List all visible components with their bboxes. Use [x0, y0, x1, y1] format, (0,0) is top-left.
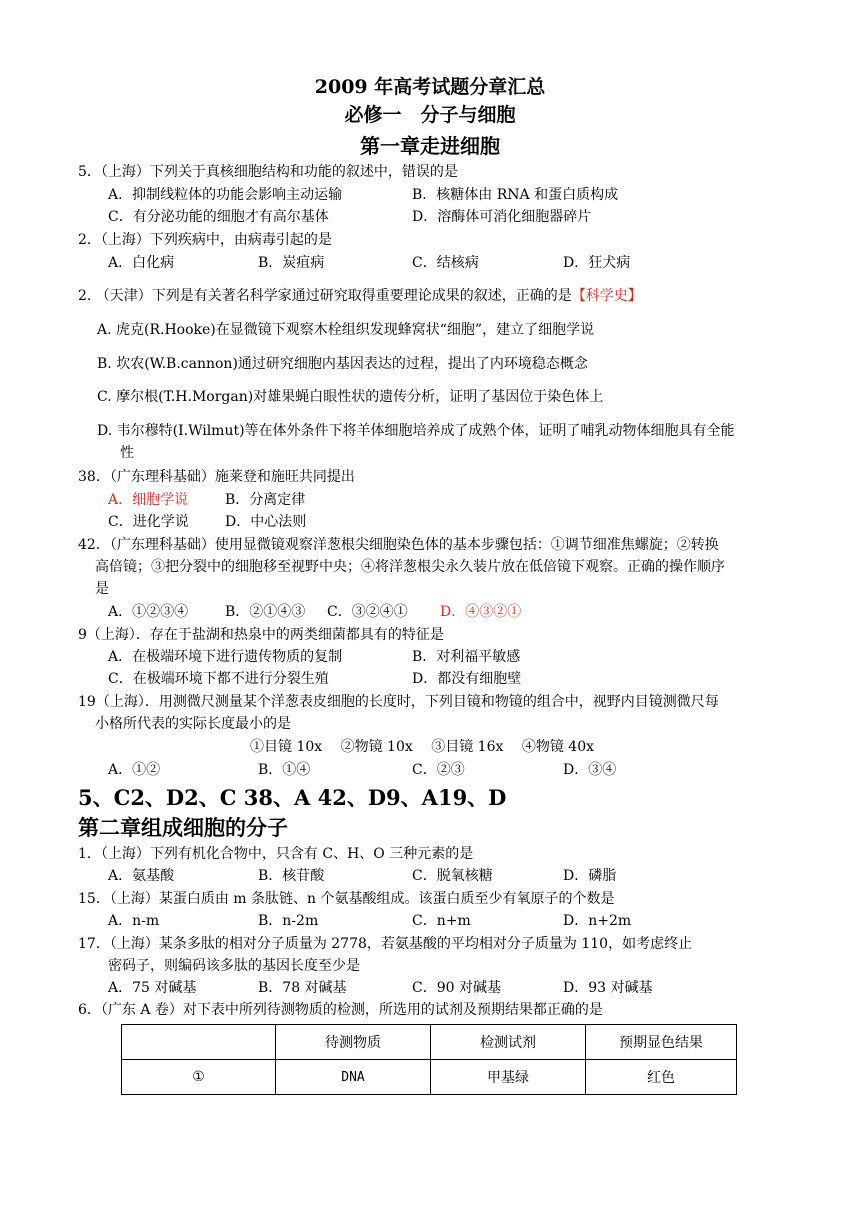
option-d: D．都没有细胞壁: [412, 671, 522, 687]
option-d: D．③④: [563, 762, 617, 778]
option-b: B．①④: [258, 762, 311, 778]
question-stem: 15．（上海）某蛋白质由 m 条肽链、n 个氨基酸组成。该蛋白质至少有氧原子的个数是: [78, 891, 615, 907]
option-a: A．n-m: [108, 913, 160, 929]
option-b: B．分离定律: [225, 492, 306, 508]
question-stem: 42．（广东理科基础）使用显微镜观察洋葱根尖细胞染色体的基本步骤包括：①调节细准焦螺旋；②转换: [78, 537, 719, 553]
question-stem: 17．（上海）某条多肽的相对分子质量为 2778，若氨基酸的平均相对分子质量为 110，如考虑终止: [78, 936, 693, 952]
question-stem: 38．（广东理科基础）施莱登和施旺共同提出: [78, 469, 355, 485]
question-stem: 1．（上海）下列有机化合物中，只含有 C、H、O 三种元素的是: [78, 846, 474, 862]
question-stem: 19（上海）．用测微尺测量某个洋葱表皮细胞的长度时，下列目镜和物镜的组合中，视野内目镜测微尺每: [78, 694, 719, 710]
table-cell: 红色: [586, 1060, 737, 1095]
chapter2-title: 第二章组成细胞的分子: [78, 815, 288, 840]
option-b: B．78 对碱基: [258, 980, 347, 996]
option-c: C. 摩尔根(T.H.Morgan)对雄果蝇白眼性状的遗传分析，证明了基因位于染色体上: [97, 389, 604, 405]
question-stem-cont: 是: [95, 581, 109, 597]
option-a: A．①②: [108, 762, 161, 778]
option-d: D. 韦尔穆特(I.Wilmut)等在体外条件下将羊体细胞培养成了成熟个体，证明了哺乳动物体细胞具有全能: [97, 423, 735, 439]
option-a: A．白化病: [108, 255, 175, 271]
question-stem-cont: 密码子，则编码该多肽的基因长度至少是: [108, 958, 360, 974]
option-c: C．进化学说: [108, 514, 189, 530]
doc-subtitle: 必修一 分子与细胞: [344, 104, 516, 126]
table-header-cell: 待测物质: [276, 1025, 431, 1060]
question-stem: 5．（上海）下列关于真核细胞结构和功能的叙述中，错误的是: [78, 164, 458, 180]
table-header-cell: 预期显色结果: [586, 1025, 737, 1060]
table-cell: 甲基绿: [431, 1060, 586, 1095]
option-c: C．n+m: [412, 913, 471, 929]
table-cell: DNA: [276, 1060, 431, 1095]
doc-title: 2009 年高考试题分章汇总: [314, 76, 546, 98]
table-header-cell: 检测试剂: [431, 1025, 586, 1060]
option-a-correct: A．细胞学说: [108, 492, 189, 508]
question-stem-text: 2. （天津）下列是有关著名科学家通过研究取得重要理论成果的叙述，正确的是: [78, 288, 572, 304]
answer-key: 5、C2、D2、C 38、A 42、D9、A19、D: [78, 785, 507, 810]
question-stem: 6．（广东 A 卷）对下表中所列待测物质的检测，所选用的试剂及预期结果都正确的是: [78, 1002, 603, 1018]
option-a: A．氨基酸: [108, 868, 175, 884]
option-a: A．在极端环境下进行遗传物质的复制: [108, 649, 343, 665]
question-stem-cont: 小格所代表的实际长度最小的是: [95, 716, 291, 732]
subject-tag: 【科学史】: [571, 288, 642, 304]
option-c: C．有分泌功能的细胞才有高尔基体: [108, 209, 329, 225]
option-b: B．核苷酸: [258, 868, 325, 884]
reagent-table: [121, 1024, 737, 1095]
question-stem: 9（上海）．存在于盐湖和热泉中的两类细菌都具有的特征是: [78, 627, 444, 643]
option-d: D．中心法则: [225, 514, 307, 530]
option-d: D．n+2m: [563, 913, 632, 929]
option-d: D．狂犬病: [563, 255, 631, 271]
question-stem-cont: 高倍镜；③把分裂中的细胞移至视野中央；④将洋葱根尖永久装片放在低倍镜下观察。正确的操作顺序: [95, 559, 725, 575]
option-d-correct: D．④③②①: [440, 604, 522, 620]
option-b: B．对利福平敏感: [412, 649, 521, 665]
option-c: C．③②④①: [327, 604, 408, 620]
option-d: D．93 对碱基: [563, 980, 653, 996]
option-d: D．溶酶体可消化细胞器碎片: [412, 209, 592, 225]
option-d: D．磷脂: [563, 868, 617, 884]
table-header-row: [122, 1025, 737, 1060]
chapter1-title: 第一章走进细胞: [360, 134, 500, 158]
option-b: B．②①④③: [225, 604, 306, 620]
lens-options: ①目镜 10x ②物镜 10x ③目镜 16x ④物镜 40x: [250, 739, 594, 755]
option-c: C．②③: [412, 762, 465, 778]
question-stem: [78, 285, 642, 305]
table-header-cell: [122, 1025, 276, 1060]
option-b: B．n-2m: [258, 913, 319, 929]
option-a: A．抑制线粒体的功能会影响主动运输: [108, 187, 343, 203]
option-b: B．炭疽病: [258, 255, 325, 271]
table-row: [122, 1060, 737, 1095]
table-cell: ①: [122, 1060, 276, 1095]
option-b: B. 坎农(W.B.cannon)通过研究细胞内基因表达的过程，提出了内环境稳态概念: [97, 356, 588, 372]
question-stem: 2．（上海）下列疾病中，由病毒引起的是: [78, 232, 332, 248]
option-c: C．脱氧核糖: [412, 868, 493, 884]
option-a: A．①②③④: [108, 604, 189, 620]
option-c: C．在极端环境下都不进行分裂生殖: [108, 671, 329, 687]
option-c: C．结核病: [412, 255, 479, 271]
option-d-cont: 性: [120, 445, 134, 461]
option-a: A. 虎克(R.Hooke)在显微镜下观察木栓组织发现蜂窝状“细胞”，建立了细胞学说: [97, 322, 595, 338]
option-c: C．90 对碱基: [412, 980, 501, 996]
option-b: B．核糖体由 RNA 和蛋白质构成: [412, 187, 619, 203]
option-a: A．75 对碱基: [108, 980, 197, 996]
